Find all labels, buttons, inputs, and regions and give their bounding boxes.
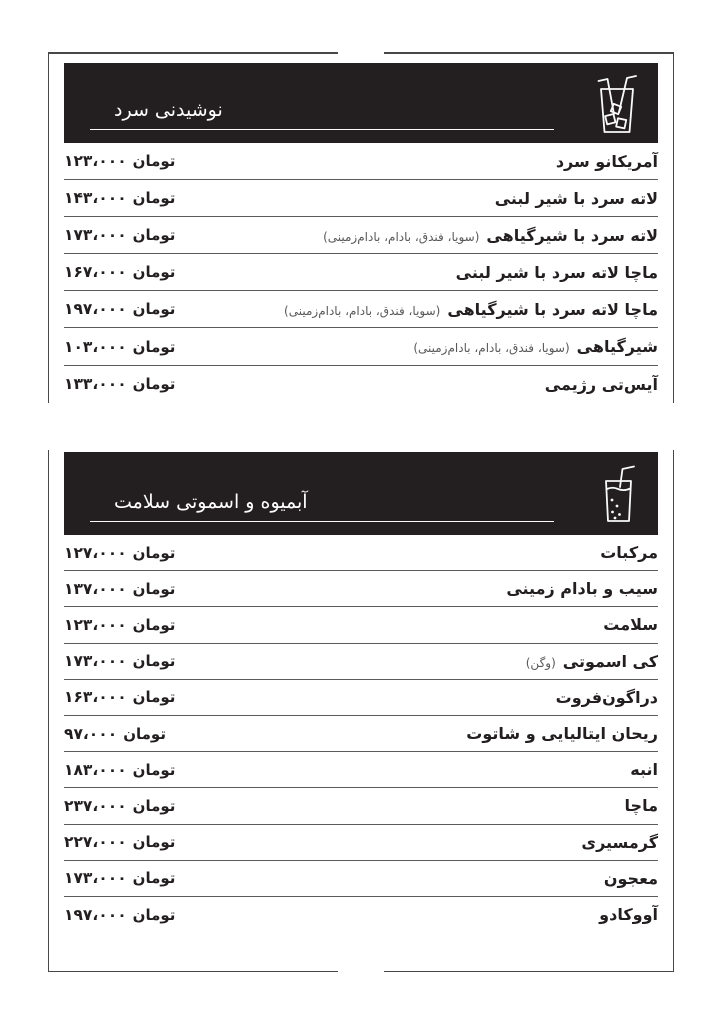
item-name: آمریکانو سرد bbox=[555, 151, 658, 171]
item-note: (سویا، فندق، بادام، بادام‌زمینی) bbox=[323, 229, 480, 244]
item-price bbox=[64, 226, 175, 244]
item-name: شیرگیاهی bbox=[576, 337, 658, 357]
item-name-group bbox=[603, 615, 658, 634]
item-price bbox=[64, 797, 175, 815]
item-price bbox=[64, 338, 175, 356]
item-price bbox=[64, 652, 175, 670]
section-cold-drinks bbox=[48, 52, 674, 403]
item-name-group bbox=[545, 375, 658, 394]
item-name-group bbox=[600, 543, 658, 562]
price-amount: ۱۳۷،۰۰۰ bbox=[64, 579, 127, 598]
menu-item-row bbox=[64, 607, 658, 643]
menu-item-row bbox=[64, 254, 658, 291]
item-name: ماچا لاته سرد با شیرگیاهی bbox=[447, 299, 658, 319]
price-amount: ۱۰۳،۰۰۰ bbox=[64, 337, 127, 356]
item-name: کی اسموتی bbox=[562, 651, 658, 671]
price-amount: ۱۶۷،۰۰۰ bbox=[64, 263, 127, 282]
menu-item-row bbox=[64, 143, 658, 180]
item-name-group bbox=[556, 688, 658, 707]
menu-item-row bbox=[64, 825, 658, 861]
item-price bbox=[64, 616, 175, 634]
price-currency: تومان bbox=[132, 579, 176, 598]
price-currency: تومان bbox=[132, 152, 176, 171]
price-currency: تومان bbox=[132, 375, 176, 394]
item-name: ماچا لاته سرد با شیر لبنی bbox=[455, 262, 658, 282]
price-amount: ۱۷۳،۰۰۰ bbox=[64, 869, 127, 888]
menu-item-row bbox=[64, 644, 658, 680]
item-price bbox=[64, 375, 175, 393]
section-title: نوشیدنی سرد bbox=[114, 99, 223, 121]
item-name-group bbox=[625, 796, 658, 815]
section-juices-smoothies bbox=[48, 450, 674, 972]
price-amount: ۱۴۳،۰۰۰ bbox=[64, 189, 127, 208]
item-price bbox=[64, 580, 175, 598]
item-name: آیس‌تی رژیمی bbox=[544, 374, 658, 394]
menu-item-row bbox=[64, 535, 658, 571]
menu-item-row bbox=[64, 217, 658, 254]
price-amount: ۲۲۷،۰۰۰ bbox=[64, 833, 127, 852]
price-currency: تومان bbox=[132, 833, 176, 852]
item-name: دراگون‌فروت bbox=[555, 687, 658, 707]
section-header bbox=[64, 452, 658, 535]
section-title-underline bbox=[90, 129, 554, 131]
price-currency: تومان bbox=[132, 869, 176, 888]
item-name: لاته سرد با شیر لبنی bbox=[494, 188, 658, 208]
price-amount: ۱۷۳،۰۰۰ bbox=[64, 226, 127, 245]
price-currency: تومان bbox=[132, 263, 176, 282]
item-name-group bbox=[456, 263, 658, 282]
price-amount: ۱۳۳،۰۰۰ bbox=[64, 375, 127, 394]
item-note: (وگن) bbox=[525, 655, 556, 670]
item-name-group bbox=[406, 337, 658, 356]
item-name-group bbox=[495, 189, 658, 208]
price-amount: ۱۸۳،۰۰۰ bbox=[64, 760, 127, 779]
price-currency: تومان bbox=[132, 226, 176, 245]
item-price bbox=[64, 263, 175, 281]
item-price bbox=[64, 152, 175, 170]
menu-item-row bbox=[64, 716, 658, 752]
price-amount: ۱۲۷،۰۰۰ bbox=[64, 543, 127, 562]
price-currency: تومان bbox=[123, 724, 166, 743]
menu-item-row bbox=[64, 571, 658, 607]
item-name-group bbox=[630, 760, 658, 779]
item-name: لاته سرد با شیرگیاهی bbox=[486, 225, 658, 245]
item-name: گرمسیری bbox=[581, 832, 658, 852]
item-price bbox=[64, 300, 175, 318]
item-price bbox=[64, 906, 175, 924]
item-name: ریحان ایتالیایی و شاتوت bbox=[466, 724, 658, 744]
price-currency: تومان bbox=[132, 688, 176, 707]
item-name: سلامت bbox=[603, 615, 658, 635]
price-currency: تومان bbox=[132, 905, 176, 924]
item-name-group bbox=[556, 152, 658, 171]
menu-items-list bbox=[64, 535, 658, 933]
item-name-group bbox=[599, 905, 658, 924]
price-amount: ۱۷۳،۰۰۰ bbox=[64, 652, 127, 671]
item-name-group bbox=[277, 300, 658, 319]
item-note: (سویا، فندق، بادام، بادام‌زمینی) bbox=[413, 341, 570, 356]
item-price bbox=[64, 833, 175, 851]
menu-item-row bbox=[64, 328, 658, 365]
price-currency: تومان bbox=[132, 796, 176, 815]
price-amount: ۱۲۳،۰۰۰ bbox=[64, 152, 127, 171]
item-price bbox=[64, 544, 175, 562]
price-currency: تومان bbox=[132, 615, 176, 634]
item-price bbox=[64, 761, 175, 779]
price-currency: تومان bbox=[132, 189, 176, 208]
price-currency: تومان bbox=[132, 337, 176, 356]
item-name: ماچا bbox=[624, 796, 658, 816]
item-price bbox=[64, 688, 175, 706]
section-header bbox=[64, 63, 658, 143]
item-name-group bbox=[604, 869, 658, 888]
menu-item-row bbox=[64, 752, 658, 788]
menu-item-row bbox=[64, 291, 658, 328]
item-name-group bbox=[466, 724, 658, 743]
price-currency: تومان bbox=[132, 300, 176, 319]
item-name: انبه bbox=[630, 760, 658, 780]
menu-item-row bbox=[64, 680, 658, 716]
juice-glass-icon bbox=[598, 462, 640, 524]
menu-item-row bbox=[64, 861, 658, 897]
menu-item-row bbox=[64, 897, 658, 933]
price-currency: تومان bbox=[132, 543, 176, 562]
item-name: مرکبات bbox=[600, 543, 658, 563]
price-amount: ۱۲۳،۰۰۰ bbox=[64, 615, 127, 634]
section-title-underline bbox=[90, 521, 554, 523]
price-amount: ۱۶۳،۰۰۰ bbox=[64, 688, 127, 707]
item-name-group bbox=[519, 652, 658, 671]
iced-drink-icon bbox=[594, 73, 640, 135]
section-title: آبمیوه و اسموتی سلامت bbox=[114, 491, 308, 513]
price-amount: ۹۷،۰۰۰ bbox=[64, 724, 118, 743]
item-price bbox=[64, 189, 175, 207]
price-amount: ۱۹۷،۰۰۰ bbox=[64, 300, 127, 319]
item-name-group bbox=[581, 833, 658, 852]
menu-item-row bbox=[64, 180, 658, 217]
item-price bbox=[64, 869, 175, 887]
item-name: سیب و بادام زمینی bbox=[506, 579, 658, 599]
price-amount: ۱۹۷،۰۰۰ bbox=[64, 905, 127, 924]
menu-item-row bbox=[64, 366, 658, 403]
menu-item-row bbox=[64, 788, 658, 824]
item-name: آووکادو bbox=[599, 905, 658, 925]
menu-items-list bbox=[64, 143, 658, 403]
item-name-group bbox=[506, 579, 658, 598]
price-currency: تومان bbox=[132, 760, 176, 779]
item-name-group bbox=[316, 226, 658, 245]
item-note: (سویا، فندق، بادام، بادام‌زمینی) bbox=[284, 303, 441, 318]
item-name: معجون bbox=[603, 868, 658, 888]
price-amount: ۲۳۷،۰۰۰ bbox=[64, 796, 127, 815]
item-price bbox=[64, 725, 166, 743]
price-currency: تومان bbox=[132, 652, 176, 671]
